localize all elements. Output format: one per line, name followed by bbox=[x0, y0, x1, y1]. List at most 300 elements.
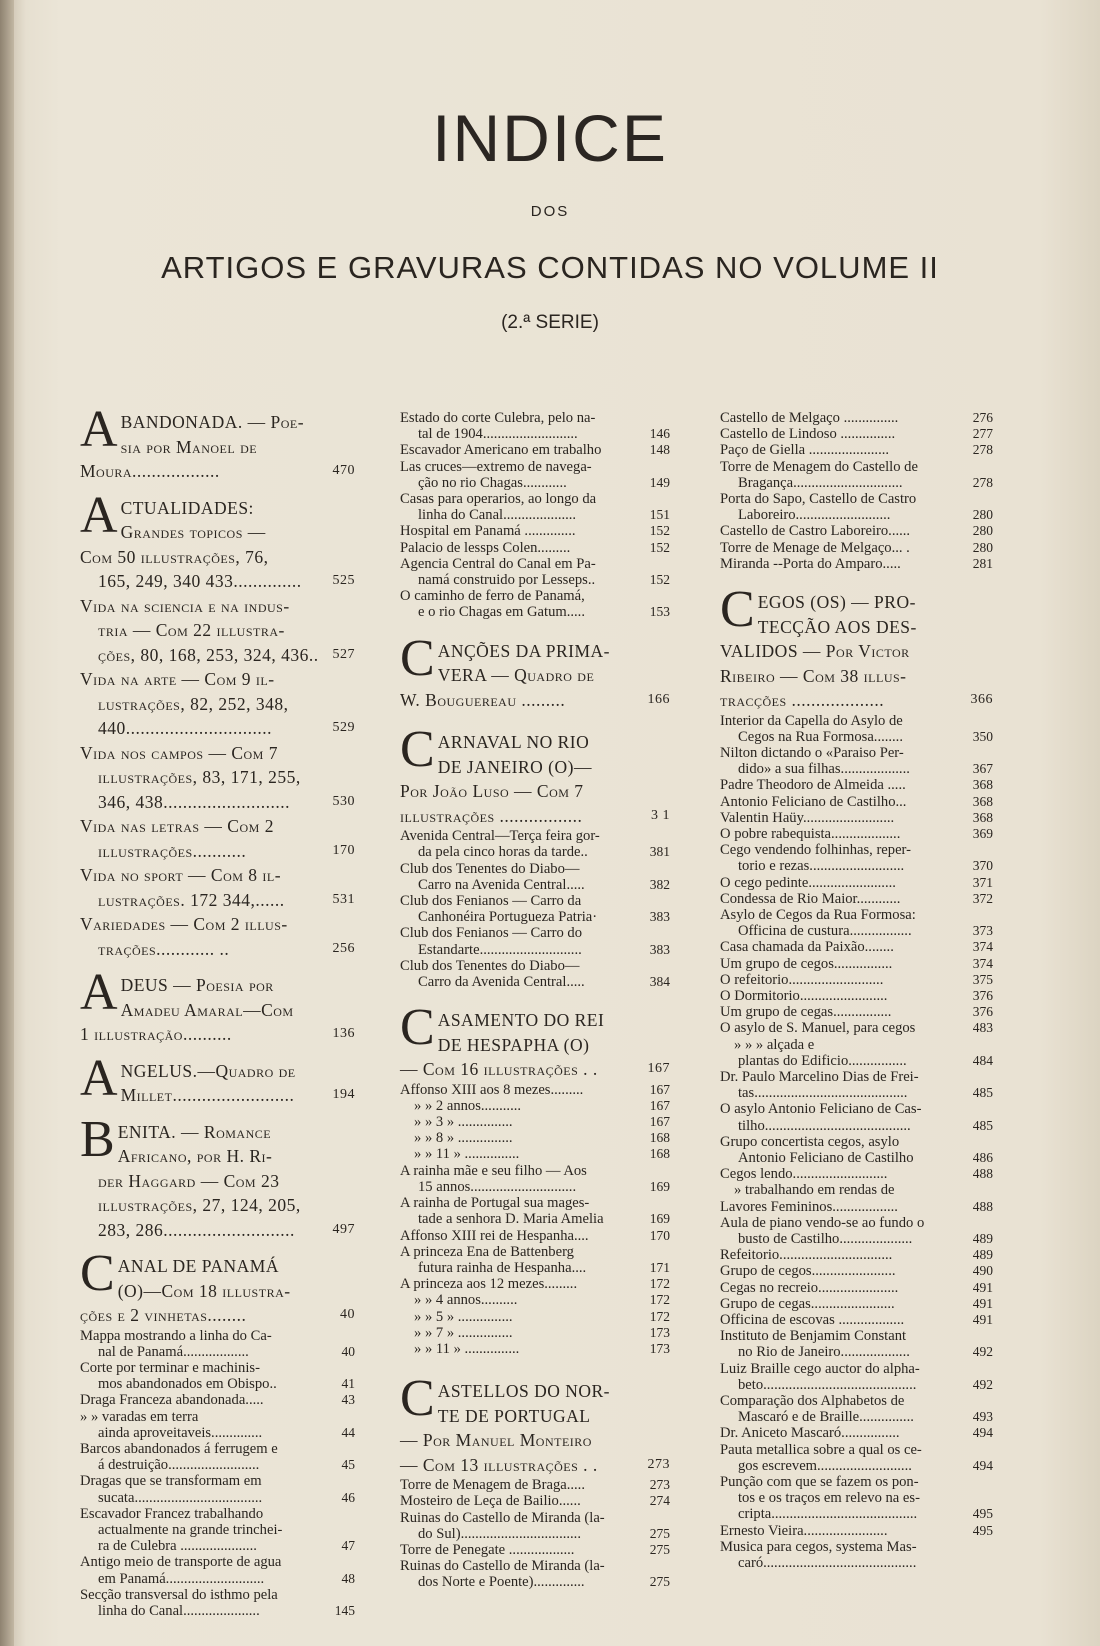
index-entry-continuation bbox=[720, 475, 993, 491]
page-number: 256 bbox=[332, 940, 355, 956]
index-entry bbox=[720, 1020, 993, 1036]
section-heading-line: DE HESPAPHA (O) bbox=[437, 1034, 590, 1055]
entry-text: Comparação dos Alphabetos de bbox=[720, 1393, 905, 1410]
index-entry-continuation bbox=[720, 1344, 993, 1360]
entry-text: Mappa mostrando a linha do Ca- bbox=[80, 1327, 272, 1344]
entry-list bbox=[80, 1328, 355, 1620]
subsection-heading: Vida na arte — Com 9 il- bbox=[80, 669, 275, 689]
entry-text: Estado do corte Culebra, pelo na- bbox=[400, 410, 596, 426]
page-number: 493 bbox=[972, 1409, 993, 1425]
entry-text: tas.......................................... bbox=[738, 1085, 908, 1102]
section-heading-line: (O)—Com 18 illustra- bbox=[117, 1280, 291, 1301]
page-number: 374 bbox=[972, 939, 993, 955]
page-number: 368 bbox=[972, 777, 993, 793]
index-entry-continuation bbox=[400, 426, 670, 442]
entry-text: Aula de piano vendo-se ao fundo o bbox=[720, 1214, 925, 1231]
page-number: 350 bbox=[972, 728, 993, 744]
section-heading-line: illustrações, 27, 124, 205, bbox=[98, 1195, 301, 1215]
entry-text: Ruinas do Castello de Miranda (la- bbox=[400, 1558, 605, 1575]
section-angelus bbox=[80, 1049, 355, 1108]
entry-text: Musica para cegos, systema Mas- bbox=[720, 1538, 917, 1555]
page-number: 3 1 bbox=[651, 807, 670, 823]
index-entry-continuation bbox=[400, 1179, 670, 1195]
entry-text: Torre de Menagem do Castello de bbox=[720, 458, 918, 475]
drop-cap: C bbox=[400, 999, 435, 1057]
entry-text: gos escrevem.......................... bbox=[738, 1457, 912, 1474]
page-number: 366 bbox=[970, 692, 993, 708]
section-adeus bbox=[80, 964, 355, 1047]
page-number: 381 bbox=[649, 844, 670, 860]
index-entry-continuation bbox=[720, 729, 993, 745]
index-entry bbox=[720, 939, 993, 955]
page-number: 489 bbox=[972, 1247, 993, 1263]
index-entry bbox=[400, 588, 670, 604]
index-entry bbox=[400, 1493, 670, 1509]
entry-text: A rainha mãe e seu filho — Aos bbox=[400, 1162, 587, 1179]
index-entry bbox=[720, 1247, 993, 1263]
entry-text: namá construido por Lesseps.. bbox=[418, 572, 596, 589]
index-entry bbox=[400, 442, 670, 458]
entry-text: Casas para operarios, ao longo da bbox=[400, 491, 597, 508]
section-canal bbox=[80, 1245, 355, 1619]
index-entry-continuation bbox=[400, 877, 670, 893]
index-entry bbox=[720, 826, 993, 842]
index-entry-continuation bbox=[80, 1538, 355, 1554]
page-number: 367 bbox=[972, 761, 993, 777]
index-entry bbox=[400, 1309, 670, 1325]
index-entry bbox=[720, 1004, 993, 1020]
entry-text: Las cruces—extremo de navega- bbox=[400, 458, 592, 475]
index-entry-continuation bbox=[720, 1490, 993, 1506]
page-number: 146 bbox=[649, 426, 670, 442]
entry-text: Club dos Fenianos — Carro do bbox=[400, 925, 583, 942]
index-entry bbox=[720, 1199, 993, 1215]
index-entry-continuation bbox=[400, 475, 670, 491]
section-heading-line: VALIDOS — Por Victor bbox=[720, 641, 910, 662]
section-heading-line: W. Bouguereau ......... bbox=[400, 689, 566, 710]
entry-text: Officina de escovas .................. bbox=[720, 1312, 905, 1329]
entry-text: » » 3 » ............... bbox=[414, 1114, 513, 1131]
index-entry bbox=[720, 1134, 993, 1150]
index-entry bbox=[720, 1215, 993, 1231]
index-entry-continuation bbox=[400, 572, 670, 588]
index-entry bbox=[400, 1325, 670, 1341]
page-number: 491 bbox=[972, 1279, 993, 1295]
entry-text: Cego vendendo folhinhas, reper- bbox=[720, 842, 911, 859]
index-entry bbox=[80, 1328, 355, 1344]
page-number: 280 bbox=[972, 539, 993, 555]
book-spine bbox=[0, 0, 14, 1646]
entry-list bbox=[400, 828, 670, 990]
page-number: 373 bbox=[972, 923, 993, 939]
section-heading-line: Africano, por H. Ri- bbox=[117, 1146, 273, 1166]
page-number: 280 bbox=[972, 507, 993, 523]
index-entry bbox=[80, 1392, 355, 1408]
page-number: 527 bbox=[332, 646, 355, 662]
section-heading-line: — Por Manuel Monteiro bbox=[400, 1430, 592, 1451]
section-heading: CTUALIDADES: bbox=[120, 497, 254, 518]
drop-cap: C bbox=[400, 721, 435, 779]
entry-text: Torre de Menagem de Braga..... bbox=[400, 1477, 585, 1494]
entry-text: A princeza Ena de Battenberg bbox=[400, 1243, 574, 1260]
index-entry bbox=[400, 523, 670, 539]
index-entry-continuation bbox=[400, 1260, 670, 1276]
index-entry bbox=[720, 1393, 993, 1409]
page-number: 41 bbox=[341, 1376, 355, 1392]
index-entry-continuation bbox=[80, 1571, 355, 1587]
drop-cap: C bbox=[80, 1245, 115, 1302]
page-number: 273 bbox=[649, 1477, 670, 1493]
index-entry bbox=[720, 1312, 993, 1328]
entry-text: Casa chamada da Paixão........ bbox=[720, 939, 894, 956]
section-heading-line: Por João Luso — Com 7 bbox=[400, 781, 584, 802]
subsection-heading-line: trações............ .. bbox=[98, 938, 230, 959]
index-entry-continuation bbox=[400, 507, 670, 523]
section-heading: DEUS — Poesia por bbox=[120, 975, 274, 995]
section-casamento bbox=[400, 999, 670, 1357]
entry-text: Draga Franceza abandonada..... bbox=[80, 1392, 264, 1409]
page-number: 368 bbox=[972, 793, 993, 809]
index-entry-continuation bbox=[80, 1603, 355, 1619]
index-entry bbox=[400, 410, 670, 426]
index-entry-continuation bbox=[80, 1376, 355, 1392]
index-entry bbox=[80, 1554, 355, 1570]
entry-list bbox=[400, 410, 670, 621]
page-number: 492 bbox=[972, 1344, 993, 1360]
index-entry-continuation bbox=[720, 1118, 993, 1134]
entry-text: Carro da Avenida Central..... bbox=[418, 973, 585, 990]
entry-text: Torre de Menage de Melgaço... . bbox=[720, 539, 910, 556]
index-entry bbox=[720, 1361, 993, 1377]
index-entry-continuation bbox=[720, 858, 993, 874]
index-entry bbox=[720, 810, 993, 826]
index-entry bbox=[80, 1473, 355, 1489]
entry-text: Pauta metallica sobre a qual os ce- bbox=[720, 1441, 922, 1458]
index-entry bbox=[400, 958, 670, 974]
index-entry-continuation bbox=[400, 1526, 670, 1542]
entry-text: Corte por terminar e machinis- bbox=[80, 1359, 260, 1376]
page-number: 374 bbox=[972, 955, 993, 971]
entry-text: no Rio de Janeiro................... bbox=[738, 1344, 910, 1361]
page-number: 277 bbox=[972, 426, 993, 442]
entry-text: Cegos na Rua Formosa........ bbox=[738, 728, 903, 745]
index-entry bbox=[720, 891, 993, 907]
index-entry bbox=[80, 1360, 355, 1376]
section-heading-line: VERA — Quadro de bbox=[437, 665, 595, 686]
entry-text: O asylo Antonio Feliciano de Cas- bbox=[720, 1101, 922, 1118]
section-heading-line: Com 50 illustrações, 76, bbox=[80, 546, 269, 567]
page-number: 40 bbox=[341, 1343, 355, 1359]
entry-text: Dr. Aniceto Mascaró................ bbox=[720, 1425, 900, 1442]
page-number: 484 bbox=[972, 1052, 993, 1068]
page-number: 44 bbox=[341, 1424, 355, 1440]
section-benita bbox=[80, 1110, 355, 1243]
section-heading: NGELUS.—Quadro de bbox=[120, 1060, 296, 1081]
page-number: 470 bbox=[332, 463, 355, 478]
index-entry-continuation bbox=[720, 761, 993, 777]
entry-text: Condessa de Rio Maior............ bbox=[720, 890, 901, 907]
section-castellos bbox=[400, 1370, 670, 1591]
entry-text: Club dos Tenentes do Diabo— bbox=[400, 957, 580, 974]
entry-text: Torre de Penegate .................. bbox=[400, 1541, 575, 1558]
index-entry bbox=[400, 1114, 670, 1130]
section-heading-line: der Haggard — Com 23 bbox=[98, 1170, 280, 1191]
drop-cap: A bbox=[80, 486, 118, 544]
entry-text: Avenida Central—Terça feira gor- bbox=[400, 828, 600, 845]
page-number: 490 bbox=[972, 1263, 993, 1279]
page-number: 40 bbox=[340, 1307, 355, 1322]
subsection-heading-line: tria — Com 22 illustra- bbox=[98, 620, 285, 640]
page-number: 494 bbox=[972, 1425, 993, 1441]
page-number: 483 bbox=[972, 1020, 993, 1036]
subsection-heading-line: 346, 438.......................... bbox=[98, 791, 290, 812]
index-entry bbox=[720, 1280, 993, 1296]
index-entry-continuation bbox=[400, 604, 670, 620]
entry-text: » » varadas em terra bbox=[80, 1408, 199, 1425]
index-entry-continuation bbox=[80, 1344, 355, 1360]
index-entry bbox=[400, 1510, 670, 1526]
subsection-heading-line: illustrações, 83, 171, 255, bbox=[98, 767, 301, 787]
index-entry bbox=[400, 491, 670, 507]
page-number: 169 bbox=[649, 1178, 670, 1194]
index-entry-continuation bbox=[720, 1555, 993, 1571]
index-entry bbox=[720, 1474, 993, 1490]
entry-text: beto.......................................... bbox=[738, 1376, 917, 1393]
entry-text: Luiz Braille cego auctor do alpha- bbox=[720, 1360, 920, 1377]
page-title: INDICE bbox=[432, 101, 668, 175]
entry-text: » trabalhando em rendas de bbox=[734, 1182, 895, 1199]
index-entry-continuation bbox=[720, 1085, 993, 1101]
page-number: 173 bbox=[649, 1324, 670, 1340]
section-heading-line: Millet......................... bbox=[120, 1085, 295, 1105]
page-number: 488 bbox=[972, 1198, 993, 1214]
index-entry-continuation bbox=[400, 844, 670, 860]
entry-text: Um grupo de cegos................ bbox=[720, 955, 893, 972]
page-number: 153 bbox=[649, 604, 670, 620]
section-heading-line: Ribeiro — Com 38 illus- bbox=[720, 665, 907, 686]
entry-text: O refeitorio.......................... bbox=[720, 971, 884, 988]
index-entry bbox=[720, 988, 993, 1004]
entry-text: Ruinas do Castello de Miranda (la- bbox=[400, 1509, 605, 1526]
dos-label: DOS bbox=[530, 203, 570, 220]
index-entry bbox=[400, 1130, 670, 1146]
index-entry-continuation bbox=[720, 923, 993, 939]
index-entry-continuation bbox=[720, 1053, 993, 1069]
page-number: 167 bbox=[649, 1081, 670, 1097]
section-heading-line: Amadeu Amaral—Com bbox=[120, 999, 294, 1020]
page-number: 383 bbox=[649, 941, 670, 957]
index-entry-continuation bbox=[720, 1409, 993, 1425]
entry-text: Palacio de lessps Colen......... bbox=[400, 539, 571, 556]
entry-text: Antonio Feliciano de Castilho... bbox=[720, 793, 907, 810]
entry-text: » » 2 annos........... bbox=[414, 1097, 522, 1114]
index-entry bbox=[400, 1098, 670, 1114]
page-number: 167 bbox=[649, 1097, 670, 1113]
index-entry-continuation bbox=[400, 942, 670, 958]
entry-text: Interior da Capella do Asylo de bbox=[720, 712, 903, 729]
page-number: 531 bbox=[332, 891, 355, 907]
entry-text: Um grupo de cegas................ bbox=[720, 1004, 892, 1021]
index-entry bbox=[400, 925, 670, 941]
index-entry bbox=[720, 523, 993, 539]
entry-list bbox=[400, 1082, 670, 1357]
index-entry-continuation bbox=[400, 1211, 670, 1227]
entry-text: Carro na Avenida Central..... bbox=[418, 876, 585, 893]
page-number: 167 bbox=[649, 1114, 670, 1130]
section-heading-line: — Com 16 illustrações . . bbox=[400, 1059, 598, 1080]
index-entry bbox=[720, 1296, 993, 1312]
index-entry bbox=[400, 893, 670, 909]
entry-text: Laboreiro.......................... bbox=[738, 507, 891, 524]
page-number: 384 bbox=[649, 973, 670, 989]
entry-text: Bragança.............................. bbox=[738, 474, 903, 491]
drop-cap: C bbox=[400, 629, 435, 687]
page-number: 494 bbox=[972, 1457, 993, 1473]
page-number: 382 bbox=[649, 876, 670, 892]
page-number: 194 bbox=[332, 1087, 355, 1102]
page-number: 152 bbox=[649, 539, 670, 555]
entry-text: futura rainha de Hespanha.... bbox=[418, 1259, 587, 1276]
index-entry bbox=[80, 1506, 355, 1522]
page-number: 166 bbox=[647, 691, 670, 707]
subsection-heading-line: 440.............................. bbox=[98, 718, 272, 738]
index-entry bbox=[400, 1341, 670, 1357]
page-number: 48 bbox=[341, 1570, 355, 1586]
entry-text: Ernesto Vieira....................... bbox=[720, 1522, 888, 1539]
index-entry bbox=[720, 956, 993, 972]
page-number: 491 bbox=[972, 1295, 993, 1311]
page-number: 149 bbox=[649, 474, 670, 490]
index-entry-continuation bbox=[720, 1377, 993, 1393]
entry-text: Porta do Sapo, Castello de Castro bbox=[720, 491, 917, 508]
page-number: 172 bbox=[649, 1292, 670, 1308]
page-number: 529 bbox=[332, 720, 355, 735]
entry-text: Castello de Castro Laboreiro...... bbox=[720, 523, 911, 540]
page-number: 485 bbox=[972, 1117, 993, 1133]
page-number: 375 bbox=[972, 971, 993, 987]
serie-label: (2.ª SERIE) bbox=[501, 312, 599, 333]
entry-text: ainda aproveitaveis.............. bbox=[98, 1424, 263, 1441]
index-entry bbox=[720, 1166, 993, 1182]
page-number: 275 bbox=[649, 1574, 670, 1590]
page-number: 168 bbox=[649, 1146, 670, 1162]
index-entry-continuation bbox=[720, 1506, 993, 1522]
page-number: 492 bbox=[972, 1376, 993, 1392]
index-entry bbox=[400, 1146, 670, 1162]
entry-text: Escavador Americano em trabalho bbox=[400, 442, 602, 459]
index-entry bbox=[400, 1163, 670, 1179]
index-entry bbox=[720, 1442, 993, 1458]
entry-text: A princeza aos 12 mezes......... bbox=[400, 1276, 578, 1293]
entry-text: » » » alçada e bbox=[734, 1036, 815, 1053]
drop-cap: C bbox=[400, 1370, 435, 1428]
entry-text: e o rio Chagas em Gatum..... bbox=[418, 604, 585, 621]
entry-text: » » 8 » ............... bbox=[414, 1130, 513, 1147]
entry-text: cripta........................................ bbox=[738, 1506, 918, 1523]
entry-list bbox=[720, 713, 993, 1572]
entry-text: Secção transversal do isthmo pela bbox=[80, 1586, 278, 1603]
entry-text: tilho........................................ bbox=[738, 1117, 911, 1134]
index-entry bbox=[400, 1542, 670, 1558]
entry-text: em Panamá........................... bbox=[98, 1570, 265, 1587]
entry-text: Affonso XIII rei de Hespanha.... bbox=[400, 1227, 589, 1244]
index-entry bbox=[720, 842, 993, 858]
index-column-2 bbox=[400, 410, 670, 1603]
index-entry bbox=[400, 1558, 670, 1574]
section-cancoes bbox=[400, 629, 670, 713]
entry-text: Grupo concertista cegos, asylo bbox=[720, 1133, 900, 1150]
section-heading: BANDONADA. — Poe- bbox=[120, 412, 305, 432]
entry-text: Castello de Melgaço ............... bbox=[720, 410, 899, 426]
page-number: 151 bbox=[649, 507, 670, 523]
entry-text: Officina de custura................. bbox=[738, 923, 912, 940]
index-entry bbox=[400, 1228, 670, 1244]
page-number: 383 bbox=[649, 909, 670, 925]
index-entry bbox=[80, 1587, 355, 1603]
page-number: 45 bbox=[341, 1457, 355, 1473]
page-number: 280 bbox=[972, 523, 993, 539]
entry-text: Grupo de cegas....................... bbox=[720, 1295, 895, 1312]
index-entry bbox=[400, 1195, 670, 1211]
section-heading: ENITA. — Romance bbox=[117, 1121, 272, 1142]
entry-text: dos Norte e Poente).............. bbox=[418, 1574, 585, 1591]
index-entry bbox=[720, 745, 993, 761]
entry-text: torio e rezas.......................... bbox=[738, 858, 905, 875]
subsection-heading-line: lustrações, 82, 252, 348, bbox=[98, 693, 289, 714]
index-entry bbox=[80, 1441, 355, 1457]
entry-text: O caminho de ferro de Panamá, bbox=[400, 588, 585, 605]
index-entry bbox=[720, 1425, 993, 1441]
entry-text: Nilton dictando o «Paraiso Per- bbox=[720, 744, 904, 761]
section-heading-line: — Com 13 illustrações . . bbox=[400, 1454, 598, 1475]
entry-text: O cego pedinte........................ bbox=[720, 874, 896, 891]
section-heading-line: sia por Manoel de bbox=[120, 436, 258, 457]
drop-cap: A bbox=[80, 1049, 118, 1107]
page-number: 172 bbox=[649, 1308, 670, 1324]
entry-text: Refeitorio............................... bbox=[720, 1247, 893, 1264]
page-number: 530 bbox=[332, 793, 355, 809]
entry-text: Agencia Central do Canal em Pa- bbox=[400, 555, 596, 572]
section-heading-line: ções e 2 vinhetas........ bbox=[80, 1305, 247, 1325]
page-number: 168 bbox=[649, 1130, 670, 1146]
page-number: 368 bbox=[972, 809, 993, 825]
section-heading: ASTELLOS DO NOR- bbox=[437, 1381, 610, 1402]
index-entry-continuation bbox=[720, 1458, 993, 1474]
index-entry bbox=[400, 1477, 670, 1493]
index-entry bbox=[400, 1276, 670, 1292]
entry-text: dido» a sua filhas................... bbox=[738, 761, 910, 778]
entry-text: Dr. Paulo Marcelino Dias de Frei- bbox=[720, 1069, 919, 1085]
entry-text: actualmente na grande trinchei- bbox=[98, 1521, 283, 1538]
index-entry bbox=[400, 1292, 670, 1308]
section-heading: ANAL DE PANAMÁ bbox=[117, 1256, 279, 1276]
section-heading: EGOS (OS) — PRO- bbox=[757, 592, 916, 613]
page-number: 276 bbox=[972, 410, 993, 425]
entry-text: » » 7 » ............... bbox=[414, 1324, 513, 1341]
index-entry bbox=[720, 972, 993, 988]
entry-text: O asylo de S. Manuel, para cegos bbox=[720, 1020, 916, 1037]
entry-text: O Dormitorio........................ bbox=[720, 987, 888, 1004]
page-number: 136 bbox=[332, 1026, 355, 1041]
page-number: 372 bbox=[972, 890, 993, 906]
index-entry bbox=[720, 794, 993, 810]
page-number: 152 bbox=[649, 572, 670, 588]
index-entry bbox=[720, 1523, 993, 1539]
page-number: 485 bbox=[972, 1085, 993, 1101]
page-number: 275 bbox=[649, 1541, 670, 1557]
index-entry-continuation bbox=[720, 507, 993, 523]
index-entry bbox=[720, 1069, 993, 1085]
